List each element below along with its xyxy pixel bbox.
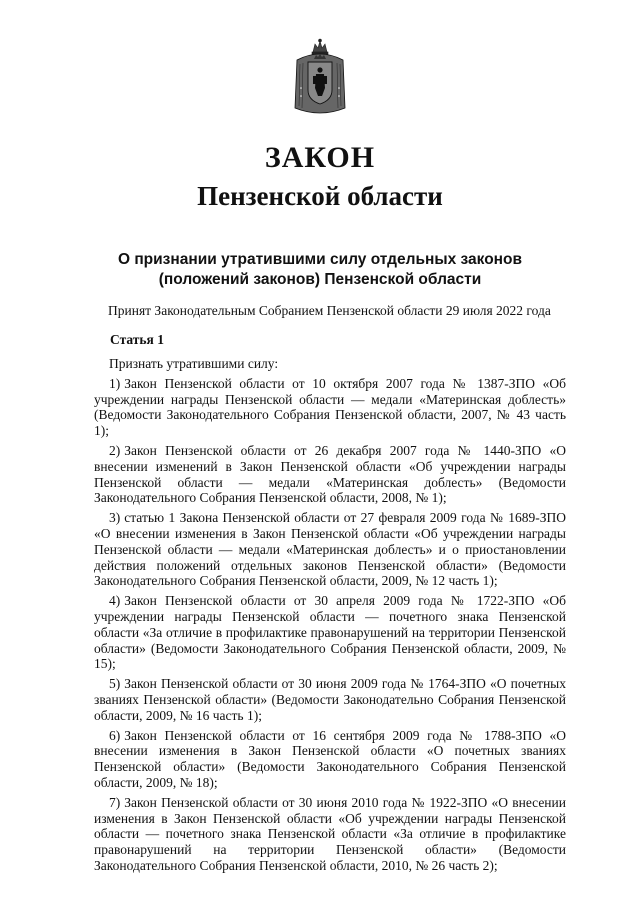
list-item <box>94 443 566 506</box>
law-heading-line2: (положений законов) Пензенской области <box>158 271 482 288</box>
list-item-text: Закон Пензенской области от 30 апреля 2009 года № 1722-ЗПО «Об учреждении награды Пензенской области — почетного знака Пензенской области «За отличие в профилактике правонарушений на территории Пензенской области» (Ведомости Законодательного Собрания Пензенской области, 2009, № 15); <box>94 593 566 672</box>
list-item <box>94 510 566 589</box>
list-item <box>94 728 566 791</box>
document-subtitle: Пензенской области <box>197 181 443 211</box>
list-item-number: 7) <box>109 794 121 810</box>
list-item-text: Закон Пензенской области от 26 декабря 2007 года № 1440-ЗПО «О внесении изменений в Закон Пензенской области «Об учреждении награды Пензенской области — медали «Материнская доблесть» (Ведомости Законодательного Собрания Пензенской области, 2008, № 1); <box>94 442 566 506</box>
list-item <box>94 376 566 439</box>
coat-of-arms-icon <box>291 38 349 118</box>
article-intro: Признать утратившими силу: <box>109 356 279 371</box>
list-item-number: 1) <box>109 375 121 391</box>
list-item-text: Закон Пензенской области от 30 июня 2010 года № 1922-ЗПО «О внесении изменения в Закон Пензенской области «Об учреждении награды Пензенской области — почетного знака Пензенской области «За отличие в профилактике правонарушений на территории Пензенской области» (Ведомости Законодательного Собрания Пензенской области, 2010, № 26 часть 2); <box>94 794 566 873</box>
list-item-number: 4) <box>109 593 121 609</box>
list-item <box>94 795 566 874</box>
list-item-number: 6) <box>109 727 121 743</box>
list-item-text: Закон Пензенской области от 30 июня 2009 года № 1764-ЗПО «О почетных званиях Пензенской области» (Ведомости Законодательно Собрания Пензенской области, 2009, № 16 часть 1); <box>94 676 566 723</box>
adoption-note: Принят Законодательным Собранием Пензенской области 29 июля 2022 года <box>108 303 551 318</box>
article-title: Статья 1 <box>110 332 164 347</box>
list-item <box>94 676 566 723</box>
list-item-text: Закон Пензенской области от 16 сентября 2009 года № 1788-ЗПО «О внесении изменения в Закон Пензенской области «О почетных званиях Пензенской области» (Ведомости Законодательного Собрания Пензенской области, 2009, № 18); <box>94 727 566 790</box>
article-body <box>94 356 566 878</box>
list-item-text: статью 1 Закона Пензенской области от 27 февраля 2009 года № 1689-ЗПО «О внесении изменения в Закон Пензенской области «Об учреждении награды Пензенской области — медали «Материнская доблесть» и о приостановлении действия положений отдельных законов Пензенской области» (Ведомости Законодательного Собрания Пензенской области, 2009, № 12 часть 1); <box>94 510 566 589</box>
list-item-number: 5) <box>109 676 121 692</box>
list-item-text: Закон Пензенской области от 10 октября 2007 года № 1387-ЗПО «Об учреждении награды Пензенской области — медали «Материнская доблесть» (Ведомости Законодательного Собрания Пензенской области, 2007, № 43 часть 1); <box>94 375 566 439</box>
list-item-number: 3) <box>109 510 121 526</box>
law-heading-line1: О признании утратившими силу отдельных законов <box>117 251 523 268</box>
list-item-number: 2) <box>109 442 121 458</box>
list-item <box>94 593 566 672</box>
document-title: ЗАКОН <box>264 141 376 174</box>
law-heading <box>90 250 550 290</box>
